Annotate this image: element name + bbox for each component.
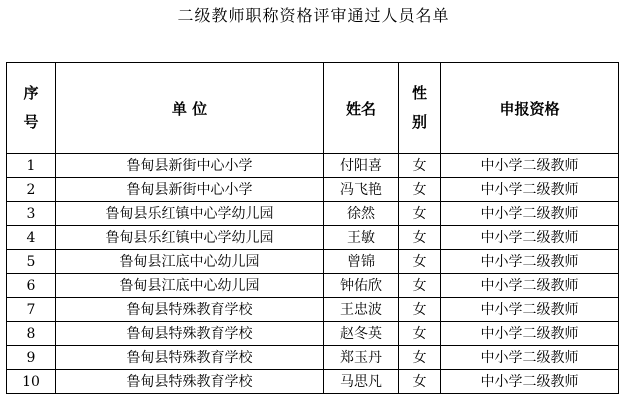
cell-sex: 女 xyxy=(399,274,441,298)
cell-sex: 女 xyxy=(399,250,441,274)
cell-qualification: 中小学二级教师 xyxy=(441,274,619,298)
table-row xyxy=(7,274,619,298)
cell-name: 王敏 xyxy=(324,226,399,250)
table-row xyxy=(7,250,619,274)
cell-qualification: 中小学二级教师 xyxy=(441,346,619,370)
cell-qualification: 中小学二级教师 xyxy=(441,226,619,250)
cell-number: 3 xyxy=(7,202,56,226)
cell-name: 曾锦 xyxy=(324,250,399,274)
cell-unit: 鲁甸县特殊教育学校 xyxy=(56,346,324,370)
cell-unit: 鲁甸县特殊教育学校 xyxy=(56,322,324,346)
cell-sex: 女 xyxy=(399,226,441,250)
cell-name: 郑玉丹 xyxy=(324,346,399,370)
cell-number: 6 xyxy=(7,274,56,298)
cell-number: 7 xyxy=(7,298,56,322)
cell-unit: 鲁甸县新街中心小学 xyxy=(56,154,324,178)
header-number: 序号 xyxy=(7,63,56,154)
cell-name: 冯飞艳 xyxy=(324,178,399,202)
cell-sex: 女 xyxy=(399,202,441,226)
cell-number: 9 xyxy=(7,346,56,370)
cell-name: 王忠波 xyxy=(324,298,399,322)
table-row xyxy=(7,178,619,202)
cell-unit: 鲁甸县乐红镇中心学幼儿园 xyxy=(56,202,324,226)
document-title: 二级教师职称资格评审通过人员名单 xyxy=(177,6,450,25)
cell-number: 1 xyxy=(7,154,56,178)
cell-number: 10 xyxy=(7,370,56,394)
cell-unit: 鲁甸县江底中心幼儿园 xyxy=(56,274,324,298)
cell-qualification: 中小学二级教师 xyxy=(441,298,619,322)
table-row xyxy=(7,322,619,346)
table-row xyxy=(7,298,619,322)
cell-name: 徐然 xyxy=(324,202,399,226)
cell-sex: 女 xyxy=(399,322,441,346)
cell-name: 马思凡 xyxy=(324,370,399,394)
cell-number: 5 xyxy=(7,250,56,274)
header-sex: 性别 xyxy=(399,63,441,154)
cell-number: 8 xyxy=(7,322,56,346)
header-unit: 单 位 xyxy=(56,63,324,154)
cell-unit: 鲁甸县乐红镇中心学幼儿园 xyxy=(56,226,324,250)
cell-sex: 女 xyxy=(399,178,441,202)
cell-qualification: 中小学二级教师 xyxy=(441,154,619,178)
cell-name: 钟佑欣 xyxy=(324,274,399,298)
table-header-row xyxy=(7,63,619,154)
cell-qualification: 中小学二级教师 xyxy=(441,250,619,274)
cell-unit: 鲁甸县特殊教育学校 xyxy=(56,298,324,322)
cell-name: 付阳喜 xyxy=(324,154,399,178)
table-row xyxy=(7,226,619,250)
cell-qualification: 中小学二级教师 xyxy=(441,202,619,226)
cell-qualification: 中小学二级教师 xyxy=(441,370,619,394)
cell-unit: 鲁甸县新街中心小学 xyxy=(56,178,324,202)
cell-unit: 鲁甸县特殊教育学校 xyxy=(56,370,324,394)
cell-unit: 鲁甸县江底中心幼儿园 xyxy=(56,250,324,274)
cell-sex: 女 xyxy=(399,370,441,394)
cell-qualification: 中小学二级教师 xyxy=(441,322,619,346)
cell-qualification: 中小学二级教师 xyxy=(441,178,619,202)
cell-sex: 女 xyxy=(399,346,441,370)
header-name: 姓名 xyxy=(324,63,399,154)
cell-number: 4 xyxy=(7,226,56,250)
header-qualification: 申报资格 xyxy=(441,63,619,154)
table-row xyxy=(7,346,619,370)
cell-number: 2 xyxy=(7,178,56,202)
table-row xyxy=(7,202,619,226)
cell-name: 赵冬英 xyxy=(324,322,399,346)
table-row xyxy=(7,154,619,178)
table-row xyxy=(7,370,619,394)
cell-sex: 女 xyxy=(399,298,441,322)
roster-table xyxy=(6,62,619,394)
cell-sex: 女 xyxy=(399,154,441,178)
